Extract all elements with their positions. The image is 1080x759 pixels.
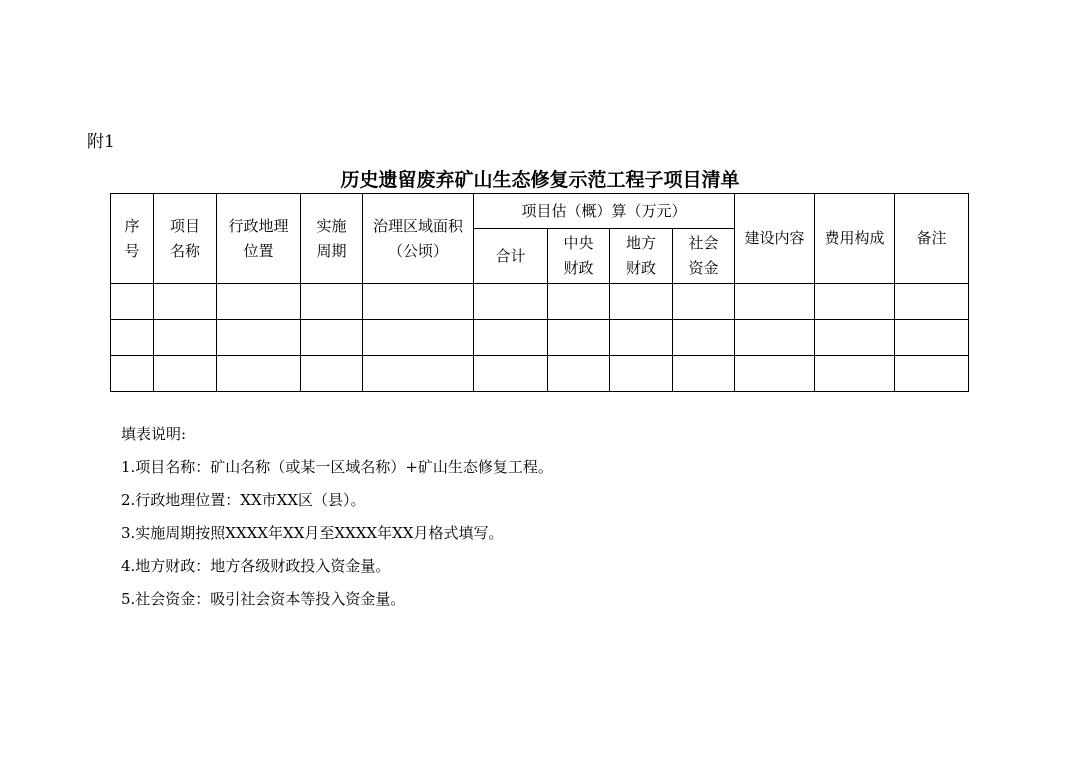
table-cell [154,356,217,392]
notes-heading: 填表说明: [121,425,187,443]
header-total: 合计 [474,229,548,284]
table-cell [895,356,969,392]
header-project-name: 项目 名称 [154,194,217,284]
header-social: 社会 资金 [673,229,735,284]
note-item: 5.社会资金：吸引社会资本等投入资金量。 [121,590,406,608]
table-cell [217,356,301,392]
table-cell [673,356,735,392]
table-cell [363,320,474,356]
table-cell [610,320,673,356]
table-cell [673,284,735,320]
table-cell [548,320,610,356]
table-cell [474,320,548,356]
table-row [111,284,969,320]
note-item: 3.实施周期按照XXXX年XX月至XXXX年XX月格式填写。 [121,524,504,542]
table-cell [673,320,735,356]
table-cell [548,356,610,392]
header-seq: 序 号 [111,194,154,284]
header-estimate-group: 项目估（概）算（万元） [474,194,735,229]
table-row [111,356,969,392]
header-cost: 费用构成 [815,194,895,284]
header-period: 实施 周期 [301,194,363,284]
table-cell [301,284,363,320]
table-cell [815,356,895,392]
table-cell [363,284,474,320]
header-location: 行政地理 位置 [217,194,301,284]
note-item: 4.地方财政：地方各级财政投入资金量。 [121,557,391,575]
table-cell [217,320,301,356]
header-area: 治理区域面积 （公顷） [363,194,474,284]
table-row [111,320,969,356]
table-cell [895,284,969,320]
header-row-1 [111,194,969,229]
table-cell [154,320,217,356]
table-cell [301,320,363,356]
table-cell [610,356,673,392]
table-cell [548,284,610,320]
table-cell [154,284,217,320]
header-local: 地方 财政 [610,229,673,284]
note-item: 1.项目名称：矿山名称（或某一区域名称）+矿山生态修复工程。 [121,458,553,476]
table-cell [815,320,895,356]
note-item: 2.行政地理位置：XX市XX区（县）。 [121,491,366,509]
table-cell [895,320,969,356]
table-cell [735,284,815,320]
table-cell [301,356,363,392]
table-cell [217,284,301,320]
header-remarks: 备注 [895,194,969,284]
table-cell [363,356,474,392]
table-cell [474,284,548,320]
table-cell [735,320,815,356]
table-cell [610,284,673,320]
table-cell [111,356,154,392]
subproject-list-table [110,193,969,392]
document-title: 历史遗留废弃矿山生态修复示范工程子项目清单 [340,169,740,191]
fill-instructions [121,418,553,616]
header-content: 建设内容 [735,194,815,284]
header-central: 中央 财政 [548,229,610,284]
table-cell [735,356,815,392]
table-cell [474,356,548,392]
table-cell [815,284,895,320]
table-cell [111,284,154,320]
attachment-label: 附1 [87,132,115,152]
table-cell [111,320,154,356]
